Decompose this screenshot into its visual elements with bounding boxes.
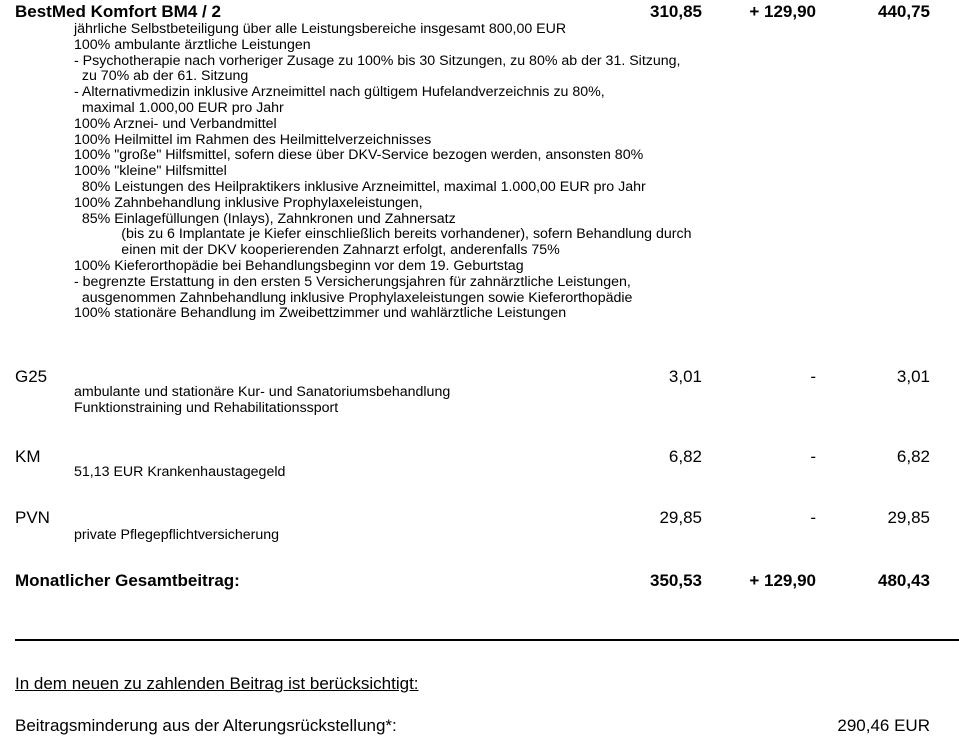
- g25-code: G25: [15, 367, 48, 386]
- km-description: [74, 465, 285, 481]
- benefit-line: 100% ambulante ärztliche Leistungen: [74, 36, 311, 53]
- benefit-line: 100% "große" Hilfsmittel, sofern diese über DKV-Service bezogen werden, ansonsten 80%: [74, 147, 644, 164]
- tariff-title: BestMed Komfort BM4 / 2: [15, 2, 221, 21]
- reduction-label: Beitragsminderung aus der Alterungsrückstellung*:: [15, 716, 397, 735]
- reduction-value: 290,46 EUR: [837, 716, 930, 735]
- benefit-line: - Psychotherapie nach vorheriger Zusage zu 100% bis 30 Sitzungen, zu 80% ab der 31. Sitzung,: [74, 52, 681, 69]
- pvn-surcharge-amount: -: [810, 508, 816, 527]
- km-line: 51,13 EUR Krankenhaustagegeld: [74, 464, 286, 480]
- benefit-line: jährliche Selbstbeteiligung über alle Leistungsbereiche insgesamt 800,00 EUR: [74, 21, 567, 37]
- benefit-line: 80% Leistungen des Heilpraktikers inklusive Arzneimittel, maximal 1.000,00 EUR pro Jahr: [74, 178, 646, 195]
- tariff-benefit-list: [74, 22, 691, 322]
- pvn-description: [74, 528, 279, 544]
- g25-surcharge-amount: -: [810, 367, 816, 386]
- tariff-base-amount: 310,85: [650, 2, 702, 21]
- km-base-amount: 6,82: [668, 447, 702, 466]
- g25-line: ambulante und stationäre Kur- und Sanatoriumsbehandlung: [74, 384, 451, 400]
- benefit-line: einen mit der DKV kooperierenden Zahnarzt erfolgt, anderenfalls 75%: [74, 242, 560, 259]
- benefit-line: - begrenzte Erstattung in den ersten 5 Versicherungsjahren für zahnärztliche Leistungen,: [74, 273, 631, 290]
- pvn-total-amount: 29,85: [887, 508, 930, 527]
- pvn-base-amount: 29,85: [659, 508, 702, 527]
- benefit-line: 100% Kieferorthopädie bei Behandlungsbeginn vor dem 19. Geburtstag: [74, 257, 524, 274]
- pvn-code: PVN: [15, 508, 50, 527]
- g25-total-amount: 3,01: [896, 367, 930, 386]
- tariff-surcharge-amount: + 129,90: [749, 2, 816, 21]
- pvn-line: private Pflegepflichtversicherung: [74, 527, 280, 543]
- benefit-line: 100% Arznei- und Verbandmittel: [74, 115, 277, 132]
- benefit-line: maximal 1.000,00 EUR pro Jahr: [74, 99, 284, 116]
- km-code: KM: [15, 447, 41, 466]
- benefit-line: ausgenommen Zahnbehandlung inklusive Prophylaxeleistungen sowie Kieferorthopädie: [74, 289, 633, 306]
- total-surcharge-amount: + 129,90: [749, 571, 816, 590]
- benefit-line: - Alternativmedizin inklusive Arzneimittel nach gültigem Hufelandverzeichnis zu 80%,: [74, 84, 605, 101]
- g25-base-amount: 3,01: [668, 367, 702, 386]
- total-amount: 480,43: [878, 571, 930, 590]
- benefit-line: 100% stationäre Behandlung im Zweibettzimmer und wahlärztliche Leistungen: [74, 305, 567, 322]
- benefit-line: zu 70% ab der 61. Sitzung: [74, 68, 249, 85]
- km-surcharge-amount: -: [810, 447, 816, 466]
- section-divider: [15, 639, 959, 641]
- note-heading: In dem neuen zu zahlenden Beitrag ist berücksichtigt:: [15, 674, 419, 693]
- km-total-amount: 6,82: [896, 447, 930, 466]
- benefit-line: 100% Heilmittel im Rahmen des Heilmittelverzeichnisses: [74, 131, 432, 148]
- benefit-line: 100% Zahnbehandlung inklusive Prophylaxeleistungen,: [74, 194, 423, 211]
- total-base-amount: 350,53: [650, 571, 702, 590]
- g25-line: Funktionstraining und Rehabilitationssport: [74, 399, 339, 416]
- tariff-total-amount: 440,75: [878, 2, 930, 21]
- benefit-line: (bis zu 6 Implantate je Kiefer einschließlich bereits vorhandener), sofern Behandlung durch: [74, 226, 692, 243]
- g25-description: [74, 385, 450, 417]
- benefit-line: 100% "kleine" Hilfsmittel: [74, 163, 227, 180]
- benefit-line: 85% Einlagefüllungen (Inlays), Zahnkronen und Zahnersatz: [74, 210, 456, 227]
- total-label: Monatlicher Gesamtbeitrag:: [15, 571, 240, 590]
